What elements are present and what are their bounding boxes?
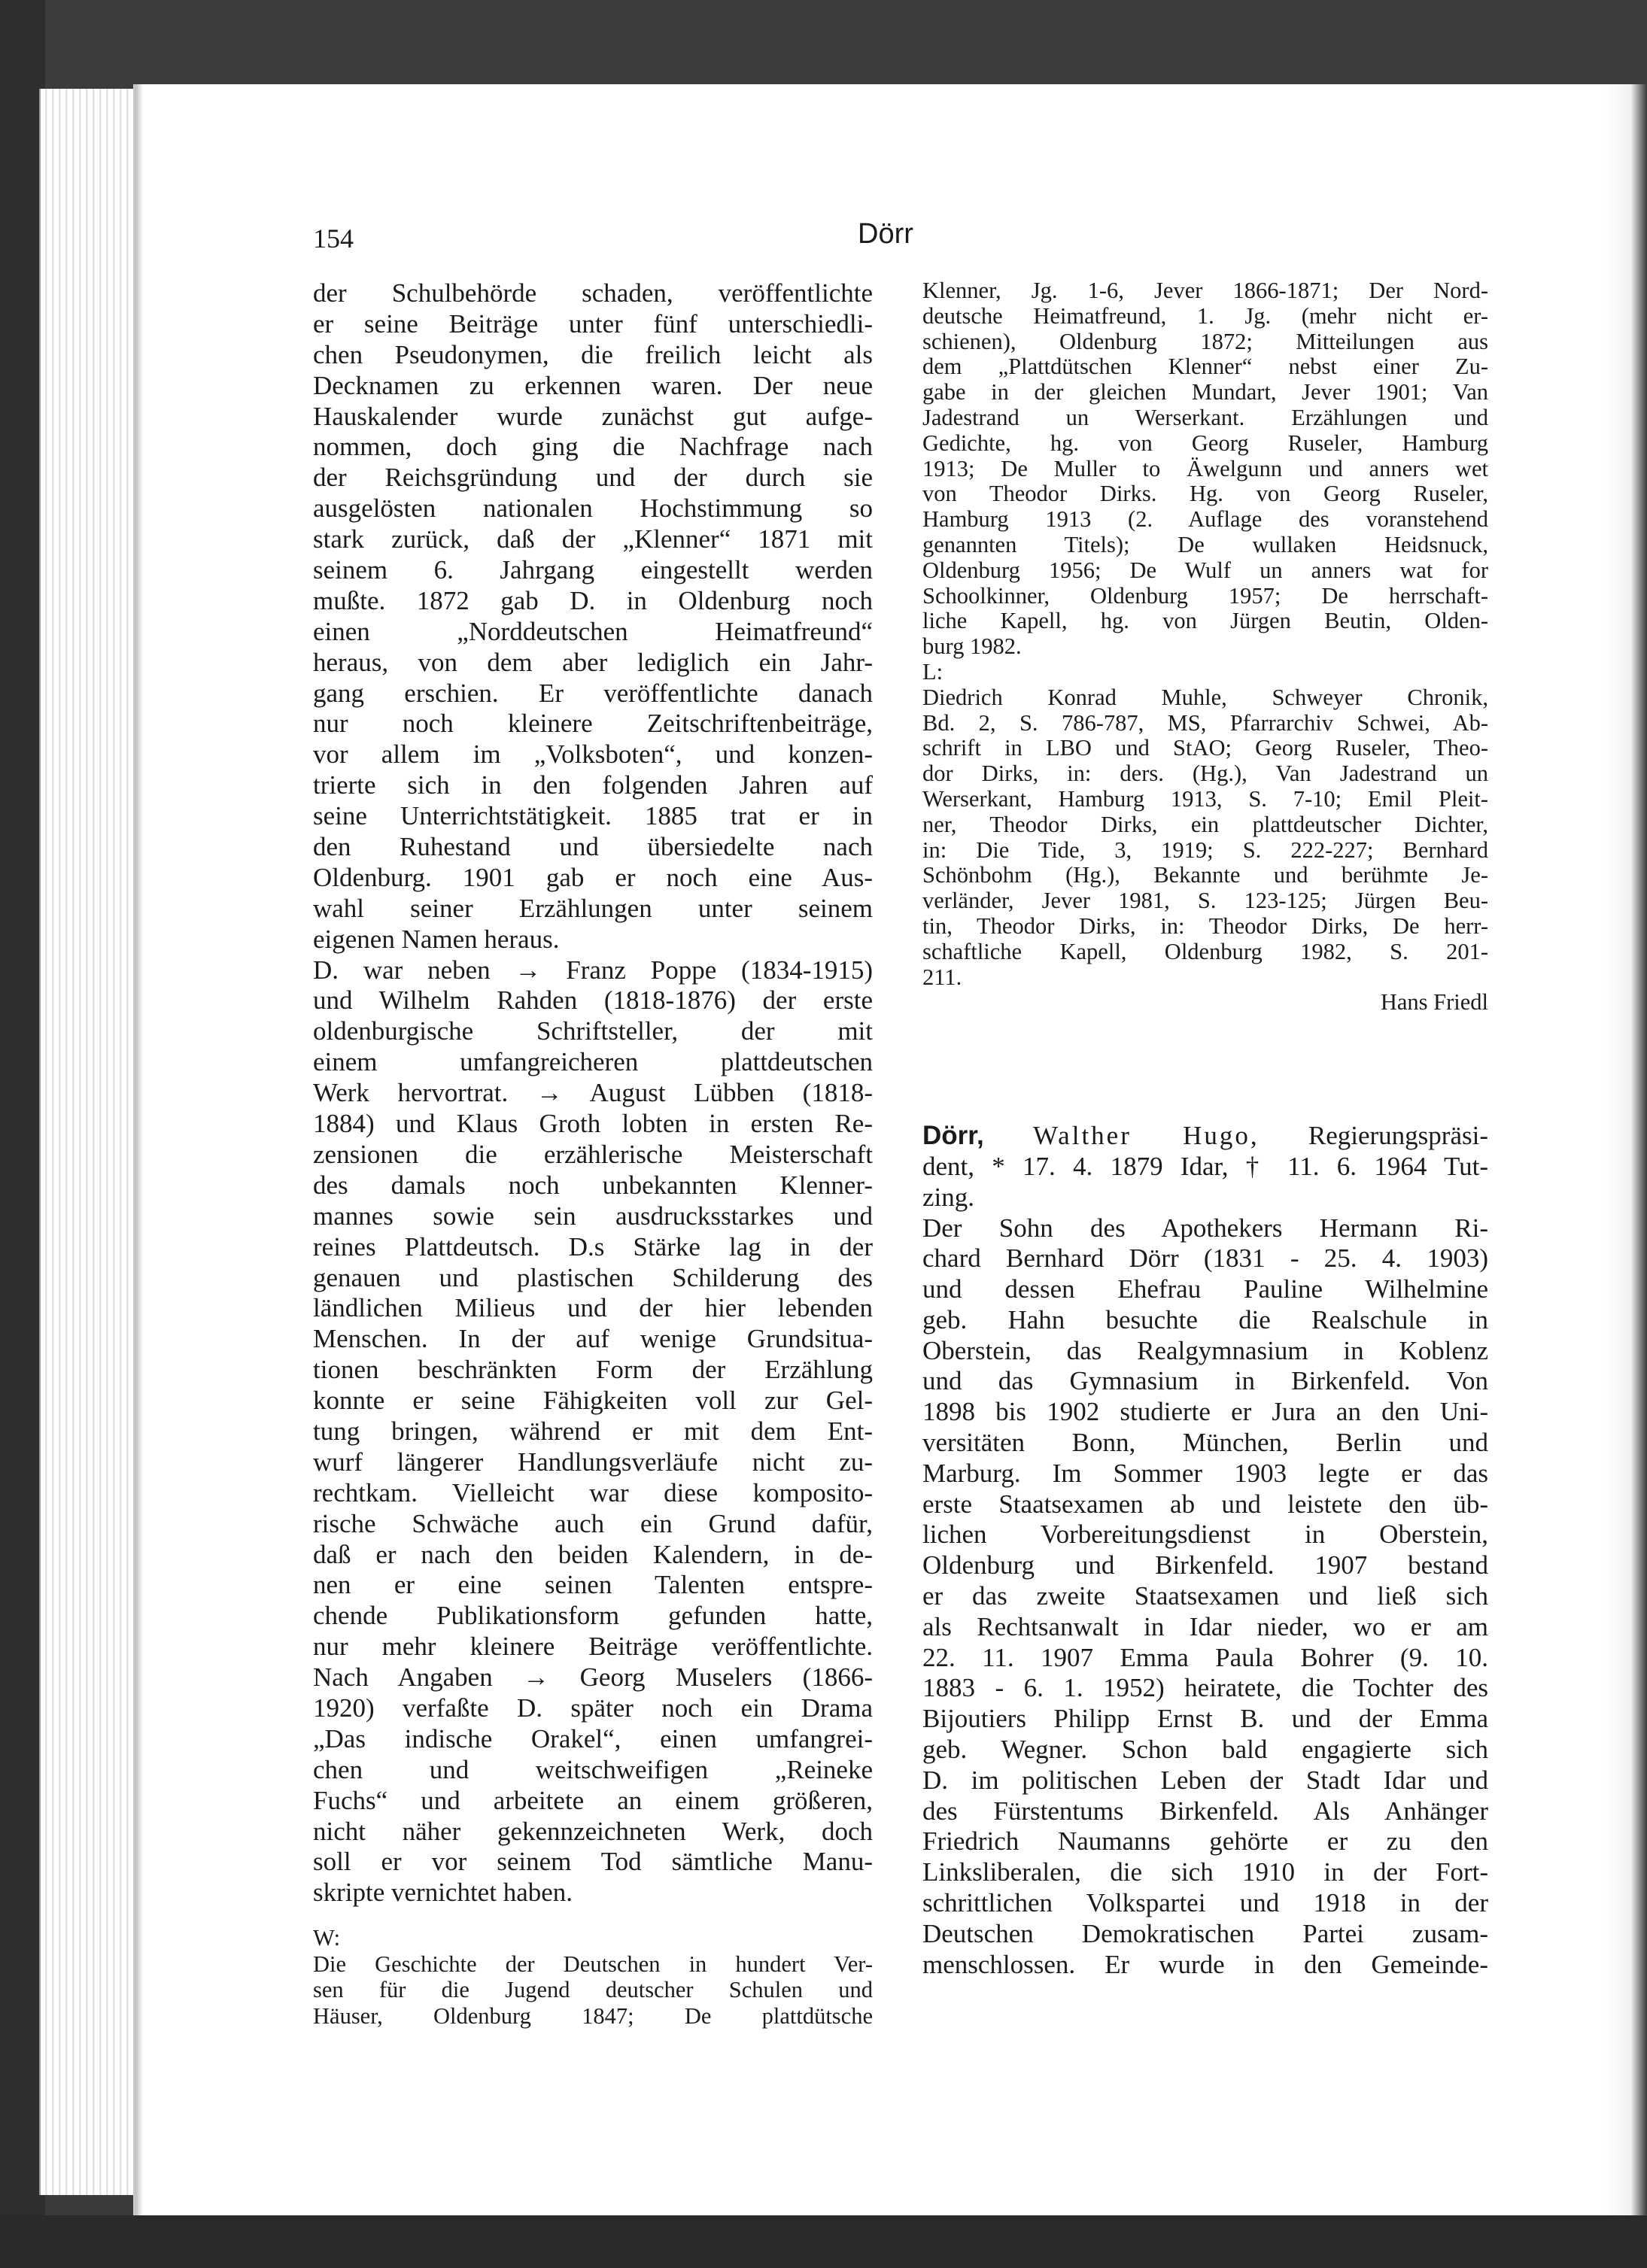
text-line: und Wilhelm Rahden (1818-1876) der erste xyxy=(313,985,873,1016)
text-line: heraus, von dem aber lediglich ein Jahr- xyxy=(313,647,873,677)
text-line: Fuchs“ und arbeitete an einem größeren, xyxy=(313,1785,873,1815)
works-line: von Theodor Dirks. Hg. von Georg Ruseler, xyxy=(922,481,1488,507)
literature-line: 211. xyxy=(922,964,962,990)
scan-background-top xyxy=(0,0,1647,90)
right-column xyxy=(922,278,1488,1980)
literature-line: in: Die Tide, 3, 1919; S. 222-227; Bernhard xyxy=(922,837,1488,863)
text-line: chen Pseudonymen, die freilich leicht als xyxy=(313,339,873,369)
text-line: Hauskalender wurde zunächst gut aufge- xyxy=(313,401,873,431)
text-line: und dessen Ehefrau Pauline Wilhelmine xyxy=(922,1274,1488,1304)
text-line: Oberstein, das Realgymnasium in Koblenz xyxy=(922,1335,1488,1365)
text-line: der Reichsgründung und der durch sie xyxy=(313,463,873,493)
text-line: daß er nach den beiden Kalendern, in de- xyxy=(313,1539,873,1569)
entry-first-names: Walther Hugo, xyxy=(1032,1121,1260,1151)
entry-body-text xyxy=(922,1213,1488,1981)
text-line: und das Gymnasium in Birkenfeld. Von xyxy=(922,1366,1488,1396)
literature-line: dor Dirks, in: ders. (Hg.), Van Jadestrand un xyxy=(922,761,1488,787)
text-line: zensionen die erzählerische Meisterschaft xyxy=(313,1139,873,1169)
works-line: deutsche Heimatfreund, 1. Jg. (mehr nicht er- xyxy=(922,303,1488,329)
literature-line: tin, Theodor Dirks, in: Theodor Dirks, De herr- xyxy=(922,913,1488,939)
text-line: des damals noch unbekannten Klenner- xyxy=(313,1170,873,1200)
text-line: erste Staatsexamen ab und leistete den üb- xyxy=(922,1489,1488,1519)
text-line: chende Publikationsform gefunden hatte, xyxy=(313,1601,873,1631)
works-line: Schoolkinner, Oldenburg 1957; De herrschaft- xyxy=(922,583,1488,609)
page-right-edge xyxy=(1606,84,1647,2224)
text-line: Menschen. In der auf wenige Grundsitua- xyxy=(313,1324,873,1354)
text-line: er das zweite Staatsexamen und ließ sich xyxy=(922,1581,1488,1611)
works-line: 1913; De Muller to Äwelgunn und anners wet xyxy=(922,456,1488,481)
text-line: nen er eine seinen Talenten entspre- xyxy=(313,1570,873,1600)
text-line: der Schulbehörde schaden, veröffentlichte xyxy=(313,278,873,308)
text-line: stark zurück, daß der „Klenner“ 1871 mit xyxy=(313,524,873,554)
works-label: W: xyxy=(313,1925,341,1951)
text-line: soll er vor seinem Tod sämtliche Manu- xyxy=(313,1847,873,1877)
text-line: des Fürstentums Birkenfeld. Als Anhänger xyxy=(922,1796,1488,1826)
text-line: einem umfangreicheren plattdeutschen xyxy=(313,1047,873,1077)
text-line: als Rechtsanwalt in Idar nieder, wo er am xyxy=(922,1611,1488,1641)
text-line: nicht näher gekennzeichneten Werk, doch xyxy=(313,1816,873,1846)
text-line: reines Plattdeutsch. D.s Stärke lag in der xyxy=(313,1231,873,1262)
text-line: 22. 11. 1907 Emma Paula Bohrer (9. 10. xyxy=(922,1642,1488,1672)
text-line: menschlossen. Er wurde in den Gemeinde- xyxy=(922,1949,1488,1979)
text-line: lichen Vorbereitungsdienst in Oberstein, xyxy=(922,1520,1488,1550)
scan-background-left xyxy=(0,0,45,2268)
text-line: Decknamen zu erkennen waren. Der neue xyxy=(313,370,873,400)
author-signature: Hans Friedl xyxy=(1380,989,1488,1016)
entry-header-line xyxy=(922,1121,1488,1152)
works-line: genannten Titels); De wullaken Heidsnuck, xyxy=(922,532,1488,557)
entry-dates-end: zing. xyxy=(922,1182,975,1212)
text-line: 1898 bis 1902 studierte er Jura an den Uni- xyxy=(922,1397,1488,1427)
text-line: tung bringen, während er mit dem Ent- xyxy=(313,1416,873,1446)
text-line: seine Unterrichtstätigkeit. 1885 trat er in xyxy=(313,801,873,831)
literature-line: schrift in LBO und StAO; Georg Ruseler, Theo- xyxy=(922,736,1488,761)
works-line: Jadestrand un Werserkant. Erzählungen und xyxy=(922,405,1488,430)
text-line: chard Bernhard Dörr (1831 - 25. 4. 1903) xyxy=(922,1243,1488,1274)
entry-title: Regierungspräsi- xyxy=(1308,1121,1488,1151)
page-number: 154 xyxy=(313,223,354,254)
text-line: eigenen Namen heraus. xyxy=(313,924,560,954)
works-line: Hamburg 1913 (2. Auflage des voranstehend xyxy=(922,507,1488,533)
text-line: Linksliberalen, die sich 1910 in der Fort- xyxy=(922,1857,1488,1887)
text-line: Der Sohn des Apothekers Hermann Ri- xyxy=(922,1213,1488,1243)
text-line: nommen, doch ging die Nachfrage nach xyxy=(313,432,873,462)
text-line: ausgelösten nationalen Hochstimmung so xyxy=(313,493,873,524)
text-line: wahl seiner Erzählungen unter seinem xyxy=(313,893,873,923)
text-line: rische Schwäche auch ein Grund dafür, xyxy=(313,1508,873,1538)
works-line: burg 1982. xyxy=(922,634,1022,660)
literature-line: schaftliche Kapell, Oldenburg 1982, S. 201- xyxy=(922,939,1488,964)
left-column xyxy=(313,278,873,2030)
literature-line: Schönbohm (Hg.), Bekannte und berühmte Je- xyxy=(922,863,1488,888)
works-list-right xyxy=(922,278,1488,660)
entry-dates: dent, * 17. 4. 1879 Idar, † 11. 6. 1964 Tut- xyxy=(922,1151,1488,1181)
literature-line: Bd. 2, S. 786-787, MS, Pfarrarchiv Schwei, Ab- xyxy=(922,710,1488,736)
scan-background-bottom xyxy=(0,2215,1647,2268)
works-line: liche Kapell, hg. von Jürgen Beutin, Olden- xyxy=(922,609,1488,634)
text-line: D. im politischen Leben der Stadt Idar und xyxy=(922,1765,1488,1795)
works-line: gabe in der gleichen Mundart, Jever 1901; Van xyxy=(922,380,1488,405)
spine-shadow xyxy=(135,84,143,2224)
text-line: oldenburgische Schriftsteller, der mit xyxy=(313,1016,873,1046)
text-line: 1883 - 6. 1. 1952) heiratete, die Tochter des xyxy=(922,1673,1488,1703)
text-line: Oldenburg. 1901 gab er noch eine Aus- xyxy=(313,862,873,892)
text-line: rechtkam. Vielleicht war diese komposito- xyxy=(313,1477,873,1507)
literature-label: L: xyxy=(922,659,944,685)
text-line: chen und weitschweifigen „Reineke xyxy=(313,1754,873,1784)
text-line: vor allem im „Volksboten“, und konzen- xyxy=(313,739,873,770)
page-edges xyxy=(39,89,146,2195)
text-line: er seine Beiträge unter fünf unterschiedli- xyxy=(313,308,873,339)
text-line: Werk hervortrat. → August Lübben (1818- xyxy=(313,1078,873,1108)
text-line: gang erschien. Er veröffentlichte danach xyxy=(313,678,873,708)
text-line: seinem 6. Jahrgang eingestellt werden xyxy=(313,555,873,585)
works-line: Die Geschichte der Deutschen in hundert Ver- xyxy=(313,1951,873,1977)
text-line: D. war neben → Franz Poppe (1834-1915) xyxy=(313,955,873,985)
text-line: konnte er seine Fähigkeiten voll zur Gel- xyxy=(313,1386,873,1416)
text-line: geb. Wegner. Schon bald engagierte sich xyxy=(922,1735,1488,1765)
works-line: Häuser, Oldenburg 1847; De plattdütsche xyxy=(313,2002,873,2029)
text-line: skripte vernichtet haben. xyxy=(313,1878,573,1908)
works-line: dem „Plattdütschen Klenner“ nebst einer Zu- xyxy=(922,354,1488,380)
text-line: Oldenburg und Birkenfeld. 1907 bestand xyxy=(922,1550,1488,1580)
works-line: Klenner, Jg. 1-6, Jever 1866-1871; Der Nord- xyxy=(922,278,1488,303)
text-line: trierte sich in den folgenden Jahren auf xyxy=(313,770,873,800)
works-line: Gedichte, hg. von Georg Ruseler, Hamburg xyxy=(922,430,1488,456)
literature-line: Diedrich Konrad Muhle, Schweyer Chronik, xyxy=(922,685,1488,710)
text-line: Bijoutiers Philipp Ernst B. und der Emma xyxy=(922,1704,1488,1734)
text-line: „Das indische Orakel“, einen umfangrei- xyxy=(313,1723,873,1753)
text-line: Marburg. Im Sommer 1903 legte er das xyxy=(922,1458,1488,1488)
text-line: mannes sowie sein ausdrucksstarkes und xyxy=(313,1201,873,1231)
literature-line: verländer, Jever 1981, S. 123-125; Jürgen Beu- xyxy=(922,888,1488,914)
text-line: Deutschen Demokratischen Partei zusam- xyxy=(922,1918,1488,1948)
text-line: genauen und plastischen Schilderung des xyxy=(313,1262,873,1292)
text-line: den Ruhestand und übersiedelte nach xyxy=(313,832,873,862)
text-line: schrittlichen Volkspartei und 1918 in der xyxy=(922,1888,1488,1918)
left-body-text xyxy=(313,278,873,1908)
text-line: wurf längerer Handlungsverläufe nicht zu- xyxy=(313,1447,873,1477)
running-head: Dörr xyxy=(858,218,913,250)
text-line: nur mehr kleinere Beiträge veröffentlichte. xyxy=(313,1632,873,1662)
text-line: geb. Hahn besuchte die Realschule in xyxy=(922,1304,1488,1334)
works-line: Oldenburg 1956; De Wulf un anners wat for xyxy=(922,557,1488,583)
works-line: sen für die Jugend deutscher Schulen und xyxy=(313,1977,873,2003)
text-line: versitäten Bonn, München, Berlin und xyxy=(922,1428,1488,1458)
text-line: tionen beschränkten Form der Erzählung xyxy=(313,1355,873,1385)
text-line: 1884) und Klaus Groth lobten in ersten Re- xyxy=(313,1109,873,1139)
text-line: Friedrich Naumanns gehörte er zu den xyxy=(922,1826,1488,1857)
text-line: mußte. 1872 gab D. in Oldenburg noch xyxy=(313,585,873,615)
works-line: schienen), Oldenburg 1872; Mitteilungen aus xyxy=(922,329,1488,354)
text-line: nur noch kleinere Zeitschriftenbeiträge, xyxy=(313,709,873,739)
works-list-left xyxy=(313,1951,873,2030)
text-line: ländlichen Milieus und der hier lebenden xyxy=(313,1293,873,1323)
literature-list xyxy=(922,685,1488,991)
literature-line: ner, Theodor Dirks, ein plattdeutscher Dichter, xyxy=(922,812,1488,837)
text-line: 1920) verfaßte D. später noch ein Drama xyxy=(313,1693,873,1723)
text-line: einen „Norddeutschen Heimatfreund“ xyxy=(313,616,873,646)
literature-line: Werserkant, Hamburg 1913, S. 7-10; Emil Pleit- xyxy=(922,786,1488,812)
entry-name: Dörr, xyxy=(922,1121,984,1151)
text-line: Nach Angaben → Georg Muselers (1866- xyxy=(313,1662,873,1693)
